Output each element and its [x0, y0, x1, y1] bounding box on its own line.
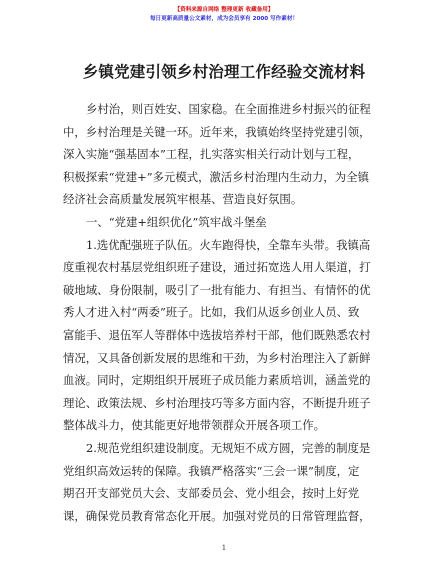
promo-banner	[0, 6, 448, 24]
body-text-line: 富能手、退伍军人等群体中选拔培养村干部，他们既熟悉农村	[63, 327, 371, 342]
body-text-line: 血液。同时，定期组织开展班子成员能力素质培训，涵盖党的	[63, 373, 371, 388]
page-number: 1	[221, 544, 227, 552]
body-text-line: 秀人才进入村“两委”班子。比如，我们从返乡创业人员、致	[63, 305, 360, 320]
body-text-line: 经济社会高质量发展筑牢根基、营造良好氛围。	[63, 192, 303, 207]
body-text-line: 破地域、身份限制，吸引了一批有能力、有担当、有情怀的优	[63, 282, 371, 297]
body-text-line: 度重视农村基层党组织班子建设，通过拓宽选人用人渠道，打	[63, 260, 371, 275]
body-text-line: 2.规范党组织建设制度。无规矩不成方圆，完善的制度是	[86, 440, 371, 455]
body-text-line: 一、“党建+组织优化”筑牢战斗堡垒	[86, 214, 267, 229]
document-body	[63, 98, 395, 527]
document-title: 乡镇党建引领乡村治理工作经验交流材料	[82, 62, 366, 81]
body-text-line: 整体战斗力，使其能更好地带领群众开展各项工作。	[63, 418, 325, 433]
body-text-line: 情况，又具备创新发展的思维和干劲，为乡村治理注入了新鲜	[63, 350, 371, 365]
body-text-line: 期召开支部党员大会、支部委员会、党小组会，按时上好党	[63, 486, 360, 501]
body-text-line: 乡村治，则百姓安、国家稳。在全面推进乡村振兴的征程	[86, 102, 371, 116]
body-text-line: 积极探索“党建+”多元模式，激活乡村治理内生动力，为全镇	[63, 169, 369, 184]
body-text-line: 1.选优配强班子队伍。火车跑得快，全靠车头带。我镇高	[86, 237, 371, 252]
promo-banner-line-2: 每日更新高质量公文素材，成为会员享有 2000 写作素材！	[149, 16, 299, 22]
body-text-line: 理论、政策法规、乡村治理技巧等多方面内容，不断提升班子	[63, 395, 371, 410]
body-text-line: 党组织高效运转的保障。我镇严格落实“三会一课”制度，定	[63, 463, 360, 478]
body-text-line: 深入实施“强基固本”工程，扎实落实相关行动计划与工程，	[63, 147, 360, 162]
promo-banner-line-1: 【资料来源自网络 整理更新 收藏备用】	[174, 7, 274, 13]
body-text-line: 中，乡村治理是关键一环。近年来，我镇始终坚持党建引领，	[63, 124, 371, 139]
body-text-line: 课，确保党员教育常态化开展。加强对党员的日常管理监督，	[63, 508, 371, 523]
